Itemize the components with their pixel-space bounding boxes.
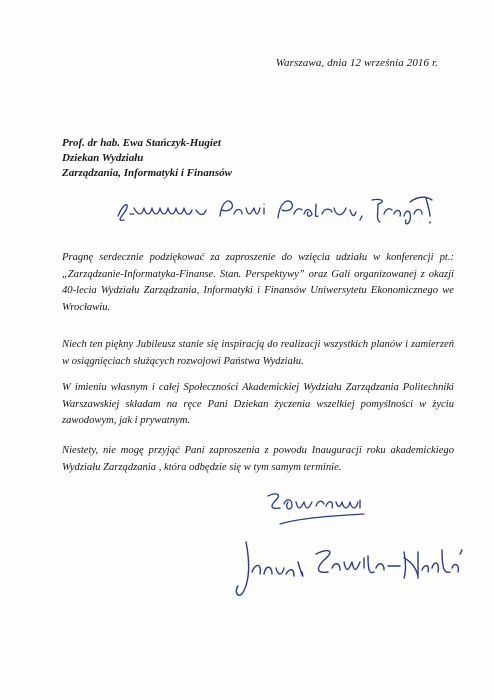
handwritten-closing [260, 484, 370, 530]
recipient-block [62, 136, 232, 181]
handwritten-signature [228, 532, 468, 604]
recipient-name: Prof. dr hab. Ewa Stańczyk-Hugiet [62, 137, 221, 149]
handwritten-salutation [110, 186, 440, 236]
paragraph-thanks: Pragnę serdecznie podziękować za zaproszenie do wzięcia udziału w konferencji pt.: „Zarządzanie-Informatyka-Finanse. Stan. Perspektywy” oraz Gali organizowanej z okazji 40-lecia Wydziału Zarządzania, Informatyki i Finansów Uniwersytetu Ekonomicznego we Wrocławiu. [62, 252, 454, 313]
paragraph-jubilee: Niech ten piękny Jubileusz stanie się inspiracją do realizacji wszystkich planów i zamierzeń w osiągnięciach służących rozwojowi Państwa Wydziału. [62, 339, 454, 367]
recipient-faculty: Zarządzania, Informatyki i Finansów [62, 167, 232, 179]
date-line: Warszawa, dnia 12 września 2016 r. [275, 57, 438, 69]
paragraph-regret: Niestety, nie mogę przyjąć Pani zaproszenia z powodu Inauguracji roku akademickiego Wydziału Zarządzania , która odbędzie się w tym samym terminie. [62, 445, 454, 473]
recipient-title: Dziekan Wydziału [62, 152, 144, 164]
paragraph-wishes: W imieniu własnym i całej Społeczności Akademickiej Wydziału Zarządzania Politechniki Warszawskiej składam na ręce Pani Dziekan życzenia wszelkiej pomyślności w życiu zawodowym, jak i prywatnym. [62, 382, 454, 426]
